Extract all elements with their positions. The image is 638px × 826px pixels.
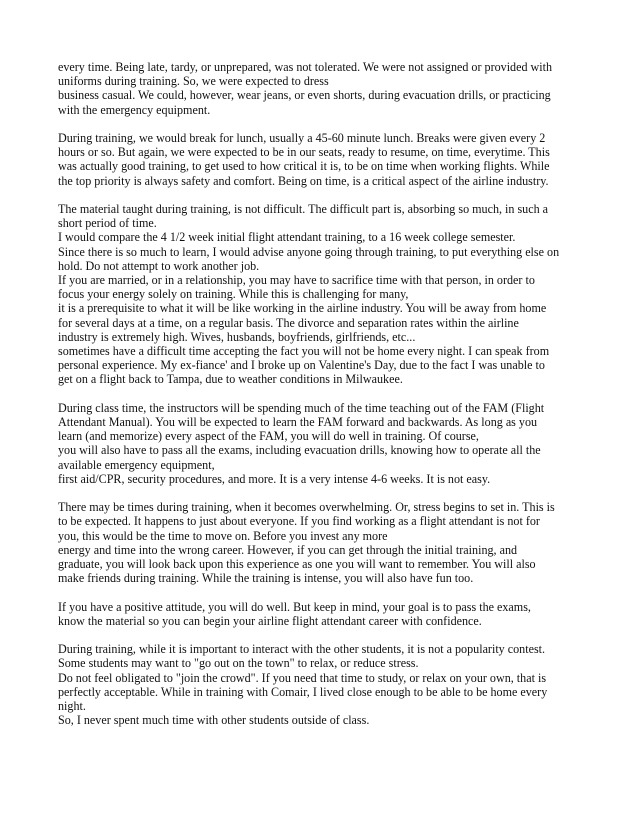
document-page xyxy=(58,60,588,742)
text-line: know the material so you can begin your airline flight attendant career with confidence. xyxy=(58,613,482,628)
paragraph-fam xyxy=(58,401,588,486)
text-line: you, this would be the time to move on. Before you invest any more xyxy=(58,528,388,543)
text-line: Since there is so much to learn, I would advise anyone going through training, to put everything else on xyxy=(58,244,560,259)
text-line: If you have a positive attitude, you will do well. But keep in mind, your goal is to pass the exams, xyxy=(58,599,531,614)
text-line: personal experience. My ex-fiance' and I broke up on Valentine's Day, due to the fact I was unable to xyxy=(58,358,545,373)
text-line: for several days at a time, on a regular basis. The divorce and separation rates within the airline xyxy=(58,315,519,330)
text-line: hold. Do not attempt to work another job. xyxy=(58,258,260,273)
text-line: with the emergency equipment. xyxy=(58,102,211,117)
text-line: short period of time. xyxy=(58,216,157,231)
text-line: sometimes have a difficult time accepting the fact you will not be home every night. I can speak from xyxy=(58,344,550,359)
paragraph-attitude xyxy=(58,600,588,628)
text-line: get on a flight back to Tampa, due to weather conditions in Milwaukee. xyxy=(58,372,403,387)
text-line: energy and time into the wrong career. However, if you can get through the initial training, and xyxy=(58,542,518,557)
paragraph-breaks xyxy=(58,131,588,188)
text-line: I would compare the 4 1/2 week initial flight attendant training, to a 16 week college semester. xyxy=(58,230,516,245)
text-line: uniforms during training. So, we were expected to dress xyxy=(58,74,329,89)
paragraph-dress-code xyxy=(58,60,588,117)
text-line: During training, while it is important to interact with the other students, it is not a popularity contest. xyxy=(58,642,546,657)
paragraph-social xyxy=(58,642,588,727)
text-line: focus your energy solely on training. While this is challenging for many, xyxy=(58,287,409,302)
text-line: During class time, the instructors will be spending much of the time teaching out of the FAM (Flight xyxy=(58,400,545,415)
text-line: perfectly acceptable. While in training with Comair, I lived close enough to be able to be home every xyxy=(58,684,548,699)
text-line: first aid/CPR, security procedures, and more. It is a very intense 4-6 weeks. It is not easy. xyxy=(58,471,491,486)
text-line: Do not feel obligated to "join the crowd". If you need that time to study, or relax on your own, that is xyxy=(58,670,547,685)
text-line: So, I never spent much time with other students outside of class. xyxy=(58,713,370,728)
text-line: every time. Being late, tardy, or unprepared, was not tolerated. We were not assigned or provided with xyxy=(58,60,553,74)
text-line: graduate, you will look back upon this experience as one you will want to remember. You will also xyxy=(58,557,536,572)
text-line: it is a prerequisite to what it will be like working in the airline industry. You will be away from home xyxy=(58,301,547,316)
text-line: to be expected. It happens to just about everyone. If you find working as a flight attendant is not for xyxy=(58,514,540,529)
text-line: If you are married, or in a relationship, you may have to sacrifice time with that person, in order to xyxy=(58,273,535,288)
text-line: was actually good training, to get used to how critical it is, to be on time when working flights. While xyxy=(58,159,550,174)
text-line: Attendant Manual). You will be expected to learn the FAM forward and backwards. As long as you xyxy=(58,415,538,430)
text-line: available emergency equipment, xyxy=(58,457,215,472)
text-line: make friends during training. While the training is intense, you will also have fun too. xyxy=(58,571,474,586)
text-line: During training, we would break for lunch, usually a 45-60 minute lunch. Breaks were given every 2 xyxy=(58,131,546,145)
text-line: learn (and memorize) every aspect of the FAM, you will do well in training. Of course, xyxy=(58,429,479,444)
text-line: Some students may want to "go out on the town" to relax, or reduce stress. xyxy=(58,656,419,671)
text-line: industry is extremely high. Wives, husbands, boyfriends, girlfriends, etc... xyxy=(58,329,416,344)
paragraph-material xyxy=(58,202,588,387)
paragraph-stress xyxy=(58,500,588,585)
text-line: business casual. We could, however, wear jeans, or even shorts, during evacuation drills, or practicing xyxy=(58,88,551,103)
text-line: hours or so. But again, we were expected to be in our seats, ready to resume, on time, everytime. This xyxy=(58,145,550,160)
text-line: the top priority is always safety and comfort. Being on time, is a critical aspect of the airline industry. xyxy=(58,173,549,188)
text-line: The material taught during training, is not difficult. The difficult part is, absorbing so much, in such a xyxy=(58,202,549,216)
text-line: night. xyxy=(58,699,86,714)
text-line: There may be times during training, when it becomes overwhelming. Or, stress begins to set in. This is xyxy=(58,500,555,515)
text-line: you will also have to pass all the exams, including evacuation drills, knowing how to operate all the xyxy=(58,443,541,458)
